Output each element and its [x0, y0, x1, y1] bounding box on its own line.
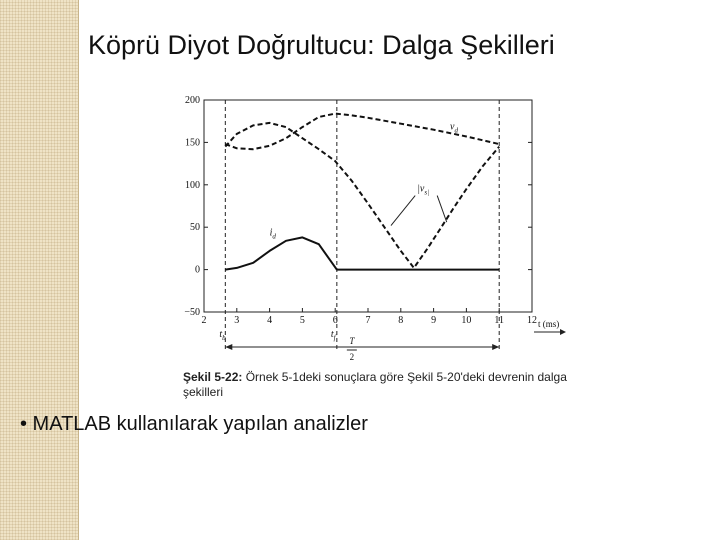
plot-frame — [204, 100, 532, 312]
time-marker-label: $t_f$ — [330, 329, 336, 342]
slide-title: Köprü Diyot Doğrultucu: Dalga Şekilleri — [88, 30, 555, 60]
x-tick-label: 4 — [267, 315, 273, 326]
decorative-sidebar — [0, 0, 79, 540]
x-tick-label: 10 — [461, 315, 472, 326]
caption-text: Örnek 5-1deki sonuçlara göre Şekil 5-20'deki devrenin dalga şekilleri — [183, 370, 567, 399]
waveform-chart — [170, 90, 590, 360]
x-tick-label: 11 — [494, 315, 505, 326]
x-tick-label: 5 — [299, 315, 305, 326]
x-tick-label: 3 — [234, 315, 240, 326]
x-axis-arrowhead — [560, 329, 566, 335]
period-arrowhead-left — [225, 344, 232, 350]
caption-label: Şekil 5-22: — [183, 370, 243, 384]
period-denominator: 2 — [349, 352, 355, 360]
series-line-id — [225, 237, 499, 269]
series-line-vs — [225, 123, 499, 268]
period-arrowhead-right — [492, 344, 499, 350]
y-tick-label: −50 — [184, 307, 200, 318]
y-tick-label: 150 — [185, 137, 200, 149]
x-tick-label: 2 — [201, 315, 207, 326]
y-tick-label: 100 — [185, 179, 200, 191]
x-tick-label: 8 — [398, 315, 404, 326]
x-tick-label: 7 — [365, 315, 371, 326]
bullet-item: • MATLAB kullanılarak yapılan analizler — [20, 413, 368, 435]
y-tick-label: 50 — [190, 222, 200, 234]
x-tick-label: 6 — [332, 315, 338, 326]
y-tick-label: 200 — [185, 95, 200, 106]
series-annotation: $|v_{s|}$ — [417, 183, 430, 197]
x-tick-label: 12 — [527, 315, 537, 326]
series-annotation: $i_d$ — [269, 227, 276, 241]
series-annotation: $v_d$ — [450, 121, 458, 135]
figure-caption — [183, 370, 603, 400]
period-numerator: T — [349, 336, 355, 346]
series-line-vd — [225, 114, 499, 150]
time-marker-label: $t_b$ — [219, 329, 226, 342]
annotation-arrow-left — [391, 196, 415, 226]
x-axis-label: t (ms) — [538, 319, 560, 329]
y-tick-label: 0 — [195, 264, 200, 276]
x-tick-label: 9 — [431, 315, 437, 326]
annotation-arrow-right — [437, 196, 447, 223]
